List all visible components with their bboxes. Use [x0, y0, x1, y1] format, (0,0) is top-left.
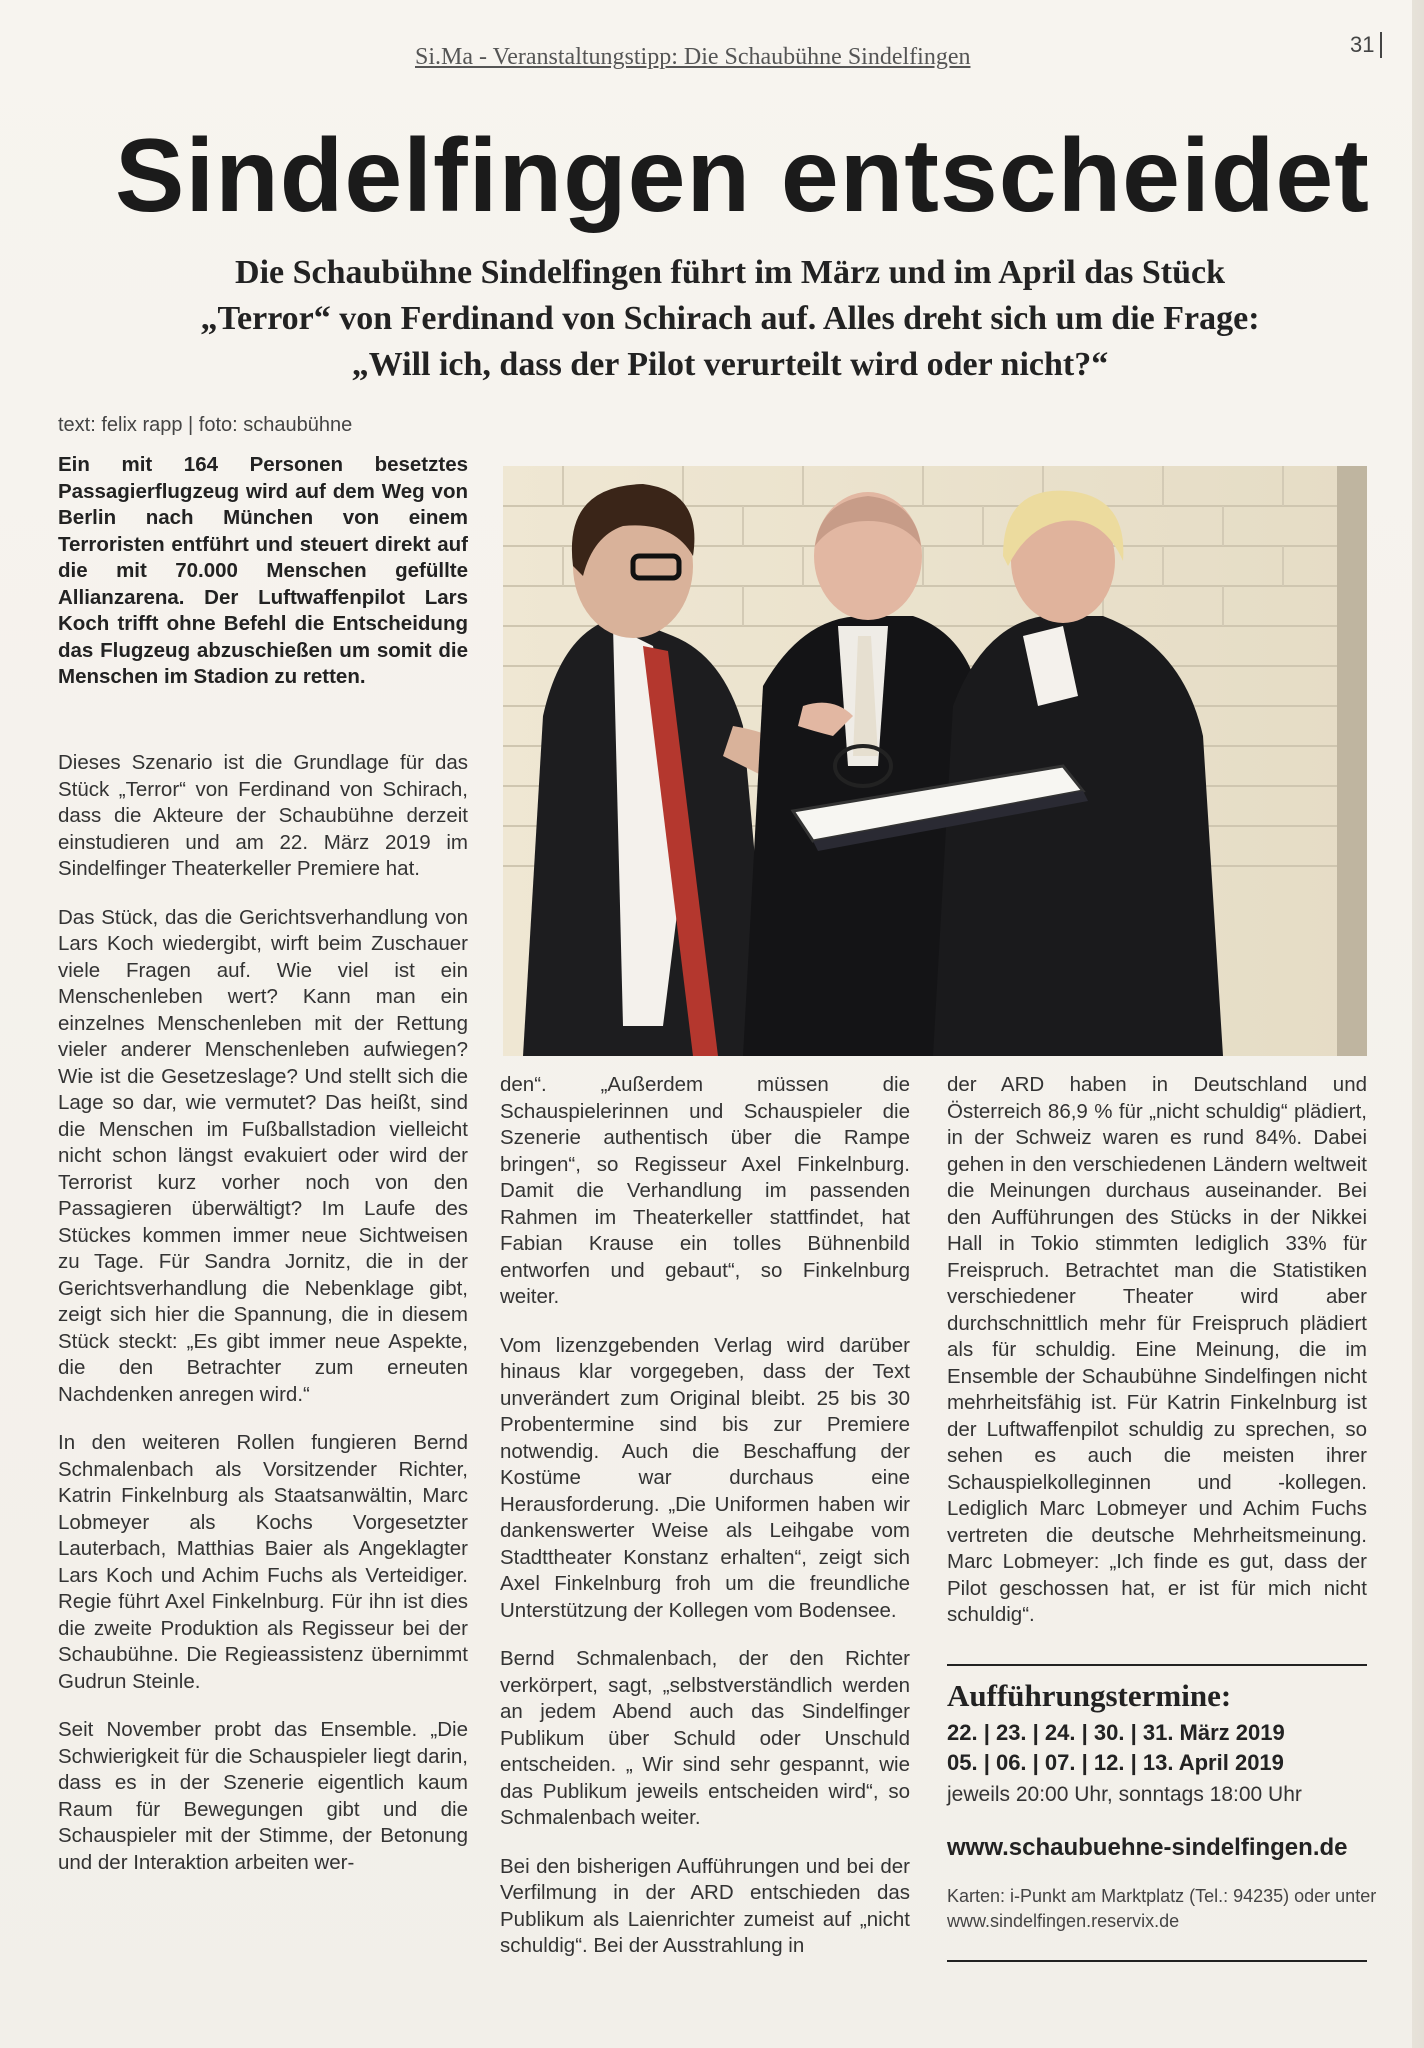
divider: [947, 1960, 1367, 1962]
photo-illustration: [503, 466, 1367, 1056]
paragraph: der ARD haben in Deutschland und Österreich 86,9 % für „nicht schuldig“ plädiert, in der Schweiz waren es rund 84%. Dabei gehen in den verschiedenen Ländern weltweit die Meinungen durchaus auseinander. Bei den Aufführungen des Stücks in der Nikkei Hall in Tokio stimmten lediglich 33% für Freispruch. Betrachtet man die Statistiken verschiedener Theater wird aber durchschnittlich mehr für Freispruch plädiert als für schuldig. Eine Meinung, die im Ensemble der Schaubühne Sindelfingen nicht mehrheitsfähig ist. Für Katrin Finkelnburg ist der Luftwaffenpilot schuldig zu sprechen, so sehen es auch die meisten ihrer Schauspielkolleginnen und -kollegen. Lediglich Marc Lobmeyer und Achim Fuchs vertreten die deutsche Mehrheitsmeinung. Marc Lobmeyer: „Ich finde es gut, dass der Pilot geschossen hat, er ist für mich nicht schuldig“.: [947, 1073, 1367, 1626]
ensemble-photo: [503, 466, 1367, 1056]
performance-dates-heading: Aufführungstermine:: [947, 1678, 1232, 1713]
show-times: jeweils 20:00 Uhr, sonntags 18:00 Uhr: [947, 1783, 1302, 1806]
paragraph: Seit November probt das Ensemble. „Die Schwierigkeit für die Schauspieler liegt darin, dass es in der Szenerie eigentlich kaum Raum für Bewegungen gibt und die Schauspieler mit der Stimme, der Betonung und der Interaktion arbeiten wer-: [58, 1718, 468, 1874]
paragraph: Vom lizenzgebenden Verlag wird darüber hinaus klar vorgegeben, dass der Text unverändert zum Original bleibt. 25 bis 30 Probentermine sind bis zur Premiere notwendig. Auch die Beschaffung der Kostüme war durchaus eine Herausforderung. „Die Uniformen haben wir dankenswerter Weise als Leihgabe vom Stadttheater Konstanz erhalten“, zeigt sich Axel Finkelnburg froh um die freundliche Unterstützung der Kollegen vom Bodensee.: [500, 1333, 910, 1622]
article-column-3: [947, 1072, 1367, 1651]
paragraph: In den weiteren Rollen fungieren Bernd Schmalenbach als Vorsitzender Richter, Katrin Finkelnburg als Staatsanwältin, Marc Lobmeyer als Kochs Vorgesetzter Lauterbach, Matthias Baier als Angeklagter Lars Koch und Achim Fuchs als Verteidiger. Regie führt Axel Finkelnburg. Für ihn ist dies die zweite Produktion als Regisseur bei der Schaubühne. Die Regieassistenz übernimmt Gudrun Steinle.: [58, 1431, 468, 1693]
author-credit: text: felix rapp | foto: schaubühne: [58, 414, 353, 436]
april-dates: 05. | 06. | 07. | 12. | 13. April 2019: [947, 1750, 1284, 1775]
divider: [947, 1664, 1367, 1666]
article-lead: [80, 250, 1380, 388]
march-dates: 22. | 23. | 24. | 30. | 31. März 2019: [947, 1720, 1285, 1745]
lead-line: „Terror“ von Ferdinand von Schirach auf. Alles dreht sich um die Frage:: [200, 300, 1260, 337]
article-column-1: [58, 750, 468, 1898]
ticket-info: Karten: i-Punkt am Marktplatz (Tel.: 94235) oder unter www.sindelfingen.reservix.de: [947, 1886, 1377, 1931]
website-link[interactable]: www.schaubuehne-sindelfingen.de: [947, 1834, 1348, 1861]
lead-line: Die Schaubühne Sindelfingen führt im März und im April das Stück: [235, 254, 1225, 291]
intro-paragraph: Ein mit 164 Personen besetztes Passagierflugzeug wird auf dem Weg von Berlin nach München von einem Terroristen entführt und steuert direkt auf die mit 70.000 Menschen gefüllte Allianzarena. Der Luftwaffenpilot Lars Koch trifft ohne Befehl die Entscheidung das Flugzeug abzuschießen um somit die Menschen im Stadion zu retten.: [58, 453, 468, 688]
paragraph: Bei den bisherigen Aufführungen und bei der Verfilmung in der ARD entschieden das Publikum als Laienrichter zumeist auf „nicht schuldig“. Bei der Ausstrahlung in: [500, 1854, 910, 1957]
paragraph: Dieses Szenario ist die Grundlage für das Stück „Terror“ von Ferdinand von Schirach, dass die Akteure der Schaubühne derzeit einstudieren und am 22. März 2019 im Sindelfinger Theaterkeller Premiere hat.: [58, 751, 468, 880]
paragraph: Das Stück, das die Gerichtsverhandlung von Lars Koch wiedergibt, wirft beim Zuschauer viele Fragen auf. Wie viel ist ein Menschenleben wert? Kann man ein einzelnes Menschenleben mit der Rettung vieler anderer Menschenleben aufwiegen? Wie ist die Gesetzeslage? Und stellt sich die Lage so dar, wie vermutet? Das heißt, sind die Menschen im Fußballstadion vielleicht nicht schon längst evakuiert oder wird der Terrorist kurz vorher noch von den Passagieren überwältigt? Im Laufe des Stückes kommen immer neue Sichtweisen zu Tage. Für Sandra Jornitz, die in der Gerichtsverhandlung die Nebenklage gibt, zeigt sich hier die Spannung, die in diesem Stück steckt: „Es gibt immer neue Aspekte, die den Betrachter zum erneuten Nachdenken anregen wird.“: [58, 905, 468, 1406]
page-number: 31: [1350, 32, 1382, 58]
article-column-2: [500, 1072, 910, 1982]
paragraph: den“. „Außerdem müssen die Schauspielerinnen und Schauspieler die Szenerie authentisch über die Rampe bringen“, so Regisseur Axel Finkelnburg. Damit die Verhandlung im passenden Rahmen im Theaterkeller stattfindet, hat Fabian Krause ein tolles Bühnenbild entworfen und gebaut“, so Finkelnburg weiter.: [500, 1073, 910, 1308]
article-title: Sindelfingen entscheidet: [115, 118, 1370, 234]
paragraph: Bernd Schmalenbach, der den Richter verkörpert, sagt, „selbstverständlich werden an jedem Abend auch das Sindelfinger Publikum über Schuld oder Unschuld entscheiden. „ Wir sind sehr gespannt, wie das Publikum jeweils entscheiden wird“, so Schmalenbach weiter.: [500, 1647, 910, 1829]
lead-line: „Will ich, dass der Pilot verurteilt wird oder nicht?“: [351, 346, 1109, 383]
section-header: Si.Ma - Veranstaltungstipp: Die Schaubühne Sindelfingen: [415, 44, 971, 70]
